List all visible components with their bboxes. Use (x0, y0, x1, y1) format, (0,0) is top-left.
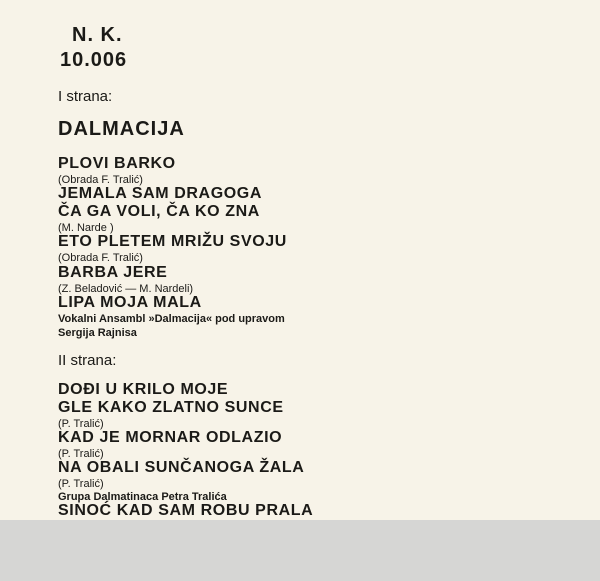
side-b-heading: II strana: (58, 352, 117, 369)
footer-bar (0, 520, 600, 581)
track-title: LIPA MOJA MALA (58, 294, 202, 311)
track-credit: (P. Tralić) (58, 478, 104, 490)
track-title: BARBA JERE (58, 264, 168, 281)
performer-credit: Sergija Rajnisa (58, 327, 137, 339)
track-title: KAD JE MORNAR ODLAZIO (58, 429, 283, 446)
catalog-label: N. K. (72, 24, 123, 46)
track-title: SINOĆ KAD SAM ROBU PRALA (58, 502, 314, 519)
track-title: ČA GA VOLI, ČA KO ZNA (58, 203, 260, 220)
track-credit: (Obrada F. Tralić) (58, 252, 143, 264)
side-a-heading: I strana: (58, 88, 113, 105)
track-credit: (M. Narde ) (58, 222, 114, 234)
performer-credit: Grupa Dalmatinaca Petra Tralića (58, 491, 227, 503)
track-title: PLOVI BARKO (58, 155, 176, 172)
track-title: GLE KAKO ZLATNO SUNCE (58, 399, 284, 416)
track-title: DOĐI U KRILO MOJE (58, 381, 229, 398)
track-title: NA OBALI SUNČANOGA ŽALA (58, 459, 305, 476)
track-credit: (Z. Beladović — M. Nardeli) (58, 283, 194, 295)
catalog-number: 10.006 (60, 49, 128, 71)
album-title: DALMACIJA (58, 118, 185, 140)
track-title: JEMALA SAM DRAGOGA (58, 185, 262, 202)
track-title: ETO PLETEM MRIŽU SVOJU (58, 233, 287, 250)
performer-credit: Vokalni Ansambl »Dalmacija« pod upravom (58, 313, 285, 325)
track-credit: (Obrada F. Tralić) (58, 174, 143, 186)
track-credit: (P. Tralić) (58, 448, 104, 460)
track-credit: (P. Tralić) (58, 418, 104, 430)
